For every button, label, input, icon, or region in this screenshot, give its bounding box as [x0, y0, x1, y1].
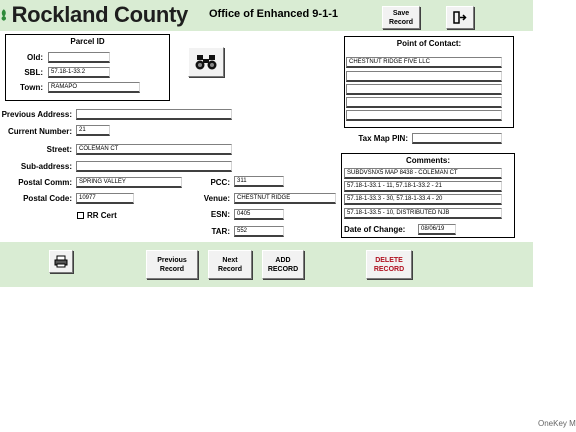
sbl-label: SBL:: [24, 68, 43, 77]
street-label: Street:: [46, 145, 72, 154]
add-record-button[interactable]: [262, 250, 304, 279]
printer-icon: [54, 255, 68, 268]
footer-bar: [0, 242, 533, 287]
postal-code-label: Postal Code:: [23, 194, 72, 203]
previous-record-label: Previous Record: [157, 256, 187, 273]
search-button[interactable]: [188, 47, 224, 77]
delete-record-button[interactable]: [366, 250, 412, 279]
onekey-watermark: OneKey M: [538, 419, 576, 428]
postal-code-field[interactable]: 10977: [76, 193, 134, 204]
old-parcel-field[interactable]: [48, 52, 110, 63]
office-title: Office of Enhanced 9-1-1: [209, 8, 338, 20]
contact-line-3[interactable]: [346, 84, 502, 95]
rr-cert-label: RR Cert: [87, 211, 117, 220]
comment-line-2[interactable]: 57.18-1-33.1 - 11, 57.18-1-33.2 - 21: [344, 181, 502, 192]
old-label: Old:: [27, 53, 43, 62]
pcc-label: PCC:: [210, 178, 230, 187]
contact-line-4[interactable]: [346, 97, 502, 108]
comment-line-3[interactable]: 57.18-1-33.3 - 30, 57.18-1-33.4 - 20: [344, 194, 502, 205]
pcc-field[interactable]: 311: [234, 176, 284, 187]
comment-line-1[interactable]: SUBDVSNX5 MAP 8438 - COLEMAN CT: [344, 168, 502, 179]
date-of-change-label: Date of Change:: [344, 225, 406, 234]
next-record-label: Next Record: [217, 256, 243, 273]
venue-field[interactable]: CHESTNUT RIDGE: [234, 193, 336, 204]
previous-address-label: Previous Address:: [1, 110, 72, 119]
save-record-label: Save Record: [388, 9, 414, 26]
add-record-label: ADD RECORD: [267, 256, 299, 273]
county-logo-icon: [0, 6, 8, 24]
point-of-contact-title: Point of Contact:: [396, 39, 462, 48]
esn-field[interactable]: 0405: [234, 209, 284, 220]
logo-text: Rockland County: [11, 1, 188, 27]
form-content: [0, 31, 533, 242]
current-number-label: Current Number:: [7, 127, 72, 136]
rr-cert-checkbox[interactable]: [77, 212, 84, 219]
street-field[interactable]: COLEMAN CT: [76, 144, 232, 155]
contact-line-1[interactable]: CHESTNUT RIDGE FIVE LLC: [346, 57, 502, 68]
comment-line-4[interactable]: 57.18-1-33.5 - 10, DISTRIBUTED NJB: [344, 208, 502, 219]
rockland-county-logo: [0, 0, 188, 29]
exit-door-icon: [453, 11, 467, 24]
venue-label: Venue:: [203, 194, 230, 203]
exit-button[interactable]: [446, 6, 474, 29]
tar-label: TAR:: [211, 227, 230, 236]
print-button[interactable]: [49, 250, 73, 273]
town-field[interactable]: RAMAPO: [48, 82, 140, 93]
comments-title: Comments:: [405, 156, 450, 165]
current-number-field[interactable]: 21: [76, 125, 110, 136]
binoculars-icon: [195, 54, 217, 70]
tar-field[interactable]: 552: [234, 226, 284, 237]
previous-address-field[interactable]: [76, 109, 232, 120]
sbl-field[interactable]: 57.18-1-33.2: [48, 67, 110, 78]
previous-record-button[interactable]: [146, 250, 198, 279]
sub-address-label: Sub-address:: [20, 162, 72, 171]
town-label: Town:: [20, 83, 43, 92]
header-bar: [0, 0, 533, 31]
contact-line-2[interactable]: [346, 71, 502, 82]
save-record-button[interactable]: [382, 6, 420, 29]
postal-comm-label: Postal Comm:: [18, 178, 72, 187]
date-of-change-field[interactable]: 08/06/19: [418, 224, 456, 235]
postal-comm-field[interactable]: SPRING VALLEY: [76, 177, 182, 188]
contact-line-5[interactable]: [346, 110, 502, 121]
sub-address-field[interactable]: [76, 161, 232, 172]
parcel-id-title: Parcel ID: [70, 37, 105, 46]
next-record-button[interactable]: [208, 250, 252, 279]
tax-map-pin-label: Tax Map PIN:: [358, 134, 408, 143]
esn-label: ESN:: [210, 210, 230, 219]
tax-map-pin-field[interactable]: [412, 133, 502, 144]
delete-record-label: DELETE RECORD: [373, 256, 405, 273]
